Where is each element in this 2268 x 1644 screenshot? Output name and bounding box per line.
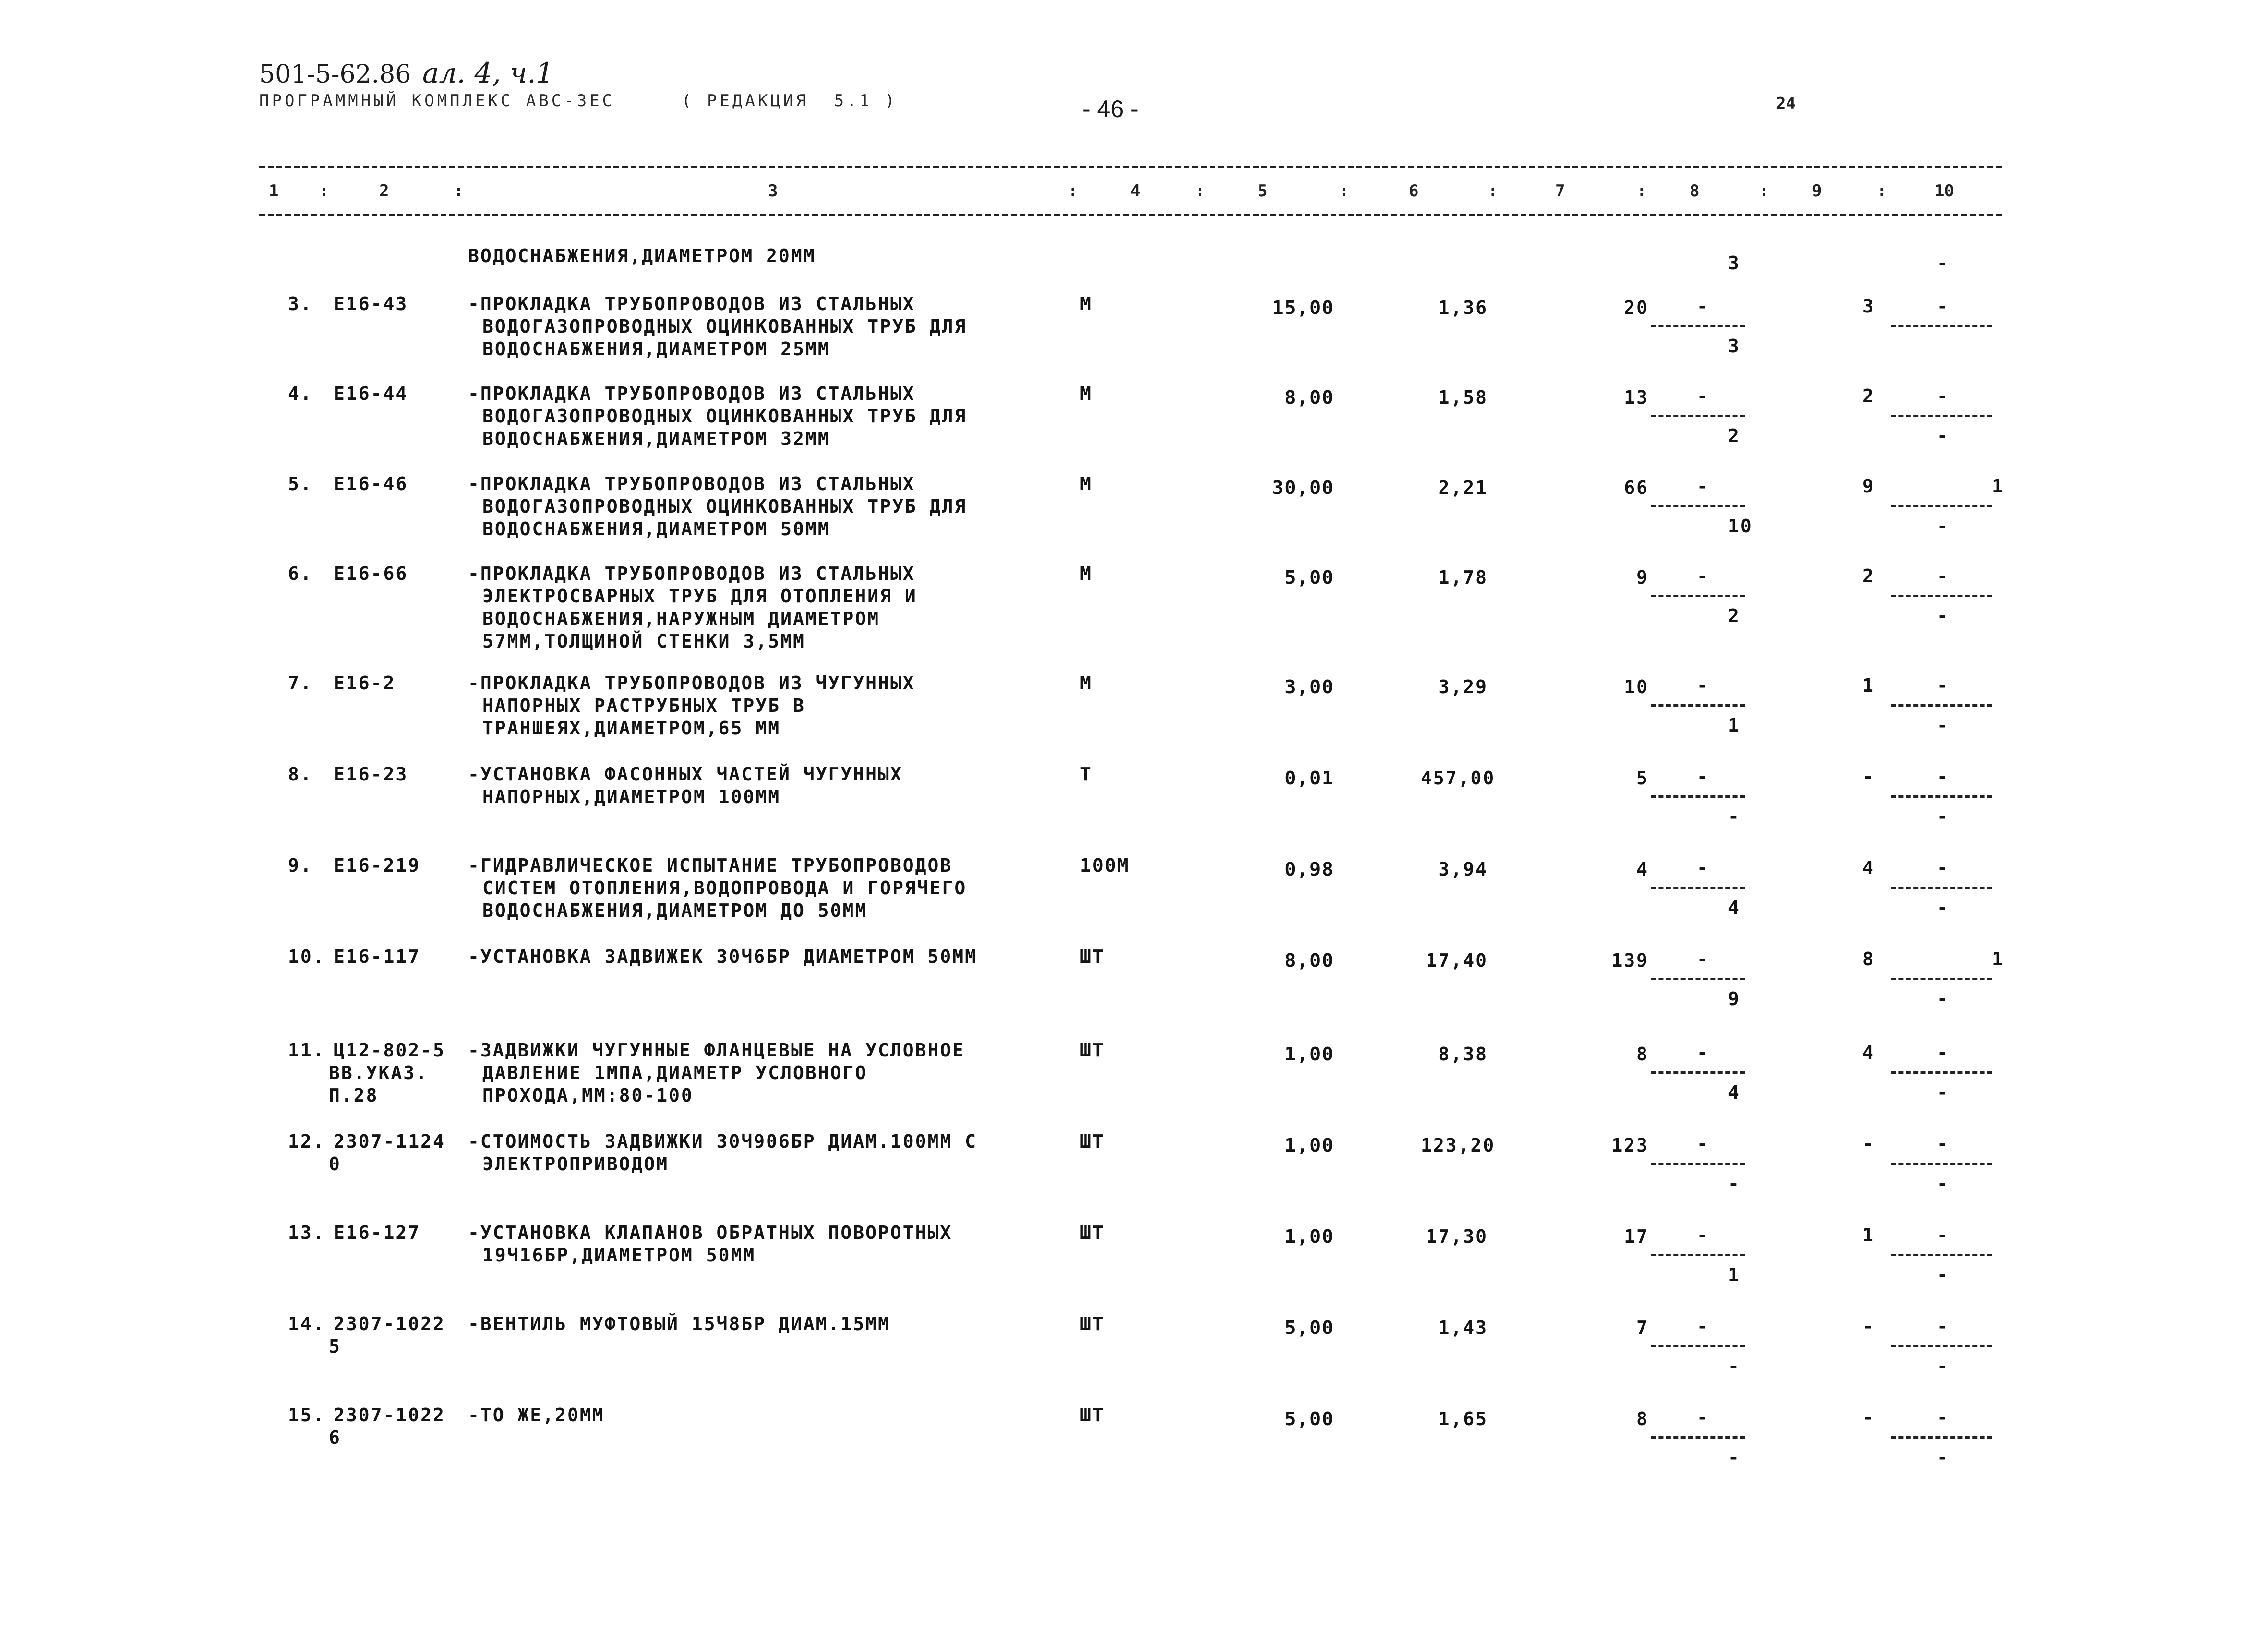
col8-bottom: - — [1728, 1173, 1740, 1194]
total-cost: 13 — [1624, 387, 1649, 408]
work-description: 57ММ,ТОЛЩИНОЙ СТЕНКИ 3,5ММ — [482, 631, 805, 652]
work-description: -ПРОКЛАДКА ТРУБОПРОВОДОВ ИЗ СТАЛЬНЫХ — [468, 563, 915, 584]
col10-top: - — [1937, 1133, 1949, 1154]
col8-fraction-bar — [1651, 595, 1745, 597]
col9-value: 1 — [1862, 675, 1875, 696]
col8-top: - — [1697, 857, 1709, 878]
unit: М — [1080, 672, 1092, 694]
col10-bottom: - — [1937, 425, 1949, 446]
row-number: 13. — [288, 1222, 325, 1243]
unit-price: 2,21 — [1438, 477, 1488, 498]
work-description: -УСТАНОВКА КЛАПАНОВ ОБРАТНЫХ ПОВОРОТНЫХ — [468, 1222, 953, 1243]
column-header-2: 2 — [379, 181, 389, 201]
work-description: ВОДОСНАБЖЕНИЯ,ДИАМЕТРОМ 32ММ — [482, 428, 830, 449]
col10-top: - — [1937, 1224, 1949, 1246]
work-description: ВОДОСНАБЖЕНИЯ,ДИАМЕТРОМ ДО 50ММ — [482, 900, 868, 921]
col10-bottom: - — [1937, 605, 1949, 626]
col10-bottom: - — [1937, 715, 1949, 736]
col10-top: - — [1937, 296, 1949, 317]
work-description: ВОДОГАЗОПРОВОДНЫХ ОЦИНКОВАННЫХ ТРУБ ДЛЯ — [482, 496, 967, 517]
rate-code: 2307-1022 — [334, 1313, 445, 1334]
col10-fraction-bar — [1891, 978, 1992, 980]
unit-price: 3,94 — [1438, 859, 1488, 880]
total-cost: 10 — [1624, 676, 1649, 697]
row-number: 12. — [288, 1131, 325, 1152]
col10-top: - — [1937, 1042, 1949, 1063]
col9-value: 2 — [1862, 565, 1875, 587]
col10-bottom: - — [1937, 897, 1949, 918]
col10-fraction-bar — [1891, 325, 1992, 327]
total-cost: 9 — [1636, 567, 1649, 588]
work-description: -ПРОКЛАДКА ТРУБОПРОВОДОВ ИЗ СТАЛЬНЫХ — [468, 293, 915, 314]
col8-bottom: 1 — [1728, 715, 1740, 736]
col8-fraction-bar — [1651, 415, 1745, 417]
row-number: 4. — [288, 383, 313, 404]
rate-code: Е16-23 — [334, 764, 408, 785]
unit-price: 8,38 — [1438, 1044, 1488, 1065]
rate-code: 2307-1022 — [334, 1404, 445, 1426]
unit-price: 1,58 — [1438, 387, 1488, 408]
continuation-col8: 3 — [1728, 252, 1740, 274]
rate-code: Е16-43 — [334, 293, 408, 314]
col10-fraction-bar — [1891, 795, 1992, 798]
col10-top: - — [1937, 675, 1949, 696]
quantity: 30,00 — [1272, 477, 1334, 498]
rate-code: Е16-44 — [334, 383, 408, 404]
col8-fraction-bar — [1651, 887, 1745, 889]
unit: ШТ — [1080, 946, 1105, 967]
col8-bottom: - — [1728, 1356, 1740, 1377]
work-description: ЭЛЕКТРОПРИВОДОМ — [482, 1153, 669, 1175]
quantity: 0,01 — [1284, 768, 1334, 789]
work-description: ВОДОГАЗОПРОВОДНЫХ ОЦИНКОВАННЫХ ТРУБ ДЛЯ — [482, 406, 967, 427]
col8-top: - — [1697, 1224, 1709, 1246]
column-separator: : — [1637, 181, 1647, 201]
col8-top: - — [1697, 1042, 1709, 1063]
column-header-9: 9 — [1812, 181, 1822, 201]
row-number: 8. — [288, 764, 313, 785]
col8-bottom: - — [1728, 806, 1740, 827]
col8-top: - — [1697, 948, 1709, 970]
col8-fraction-bar — [1651, 1254, 1745, 1256]
column-header-6: 6 — [1409, 181, 1419, 201]
col8-bottom: - — [1728, 1447, 1740, 1468]
unit-price: 17,30 — [1426, 1226, 1488, 1247]
total-cost: 4 — [1636, 859, 1649, 880]
column-separator: : — [1195, 181, 1205, 201]
work-description: ДАВЛЕНИЕ 1МПА,ДИАМЕТР УСЛОВНОГО — [482, 1062, 868, 1083]
total-cost: 5 — [1636, 768, 1649, 789]
col10-top: - — [1937, 857, 1949, 878]
work-description: -ГИДРАВЛИЧЕСКОЕ ИСПЫТАНИЕ ТРУБОПРОВОДОВ — [468, 855, 953, 876]
quantity: 5,00 — [1284, 567, 1334, 588]
continuation-col10: - — [1937, 252, 1949, 274]
table-top-rule — [259, 166, 2002, 168]
row-number: 5. — [288, 473, 313, 494]
column-separator: : — [1068, 181, 1078, 201]
col10-top: - — [1937, 1316, 1949, 1337]
col8-fraction-bar — [1651, 325, 1745, 327]
column-header-1: 1 — [269, 181, 279, 201]
col8-top: - — [1697, 1316, 1709, 1337]
rate-code: 5 — [329, 1336, 341, 1357]
work-description: -ПРОКЛАДКА ТРУБОПРОВОДОВ ИЗ СТАЛЬНЫХ — [468, 473, 915, 494]
unit-price: 1,36 — [1438, 297, 1488, 318]
quantity: 1,00 — [1284, 1135, 1334, 1156]
col9-value: - — [1862, 766, 1875, 787]
row-number: 9. — [288, 855, 313, 876]
column-separator: : — [319, 181, 329, 201]
row-number: 11. — [288, 1040, 325, 1061]
unit: М — [1080, 383, 1092, 404]
col9-value: 2 — [1862, 385, 1875, 407]
quantity: 8,00 — [1284, 950, 1334, 971]
column-header-10: 10 — [1934, 181, 1954, 201]
rate-code: Ц12-802-5 — [334, 1040, 445, 1061]
quantity: 5,00 — [1284, 1408, 1334, 1429]
col8-top: - — [1697, 1133, 1709, 1154]
row-number: 3. — [288, 293, 313, 314]
col8-top: - — [1697, 385, 1709, 407]
rate-code: П.28 — [329, 1085, 379, 1106]
unit: ШТ — [1080, 1040, 1105, 1061]
col10-bottom: - — [1937, 1264, 1949, 1285]
col9-value: 8 — [1862, 948, 1875, 970]
unit-price: 1,78 — [1438, 567, 1488, 588]
rate-code: Е16-127 — [334, 1222, 421, 1243]
work-description: -ВЕНТИЛЬ МУФТОВЫЙ 15Ч8БР ДИАМ.15ММ — [468, 1313, 890, 1334]
work-description: -ЗАДВИЖКИ ЧУГУННЫЕ ФЛАНЦЕВЫЕ НА УСЛОВНОЕ — [468, 1040, 965, 1061]
row-number: 7. — [288, 672, 313, 694]
col10-top: - — [1937, 565, 1949, 587]
col8-top: - — [1697, 1407, 1709, 1428]
work-description: 19Ч16БР,ДИАМЕТРОМ 50ММ — [482, 1245, 756, 1266]
total-cost: 139 — [1611, 950, 1649, 971]
rate-code: ВВ.УКАЗ. — [329, 1062, 429, 1083]
unit-price: 3,29 — [1438, 676, 1488, 697]
rate-code: Е16-66 — [334, 563, 408, 584]
work-description: ВОДОСНАБЖЕНИЯ,ДИАМЕТРОМ 50ММ — [482, 518, 830, 540]
col8-fraction-bar — [1651, 1071, 1745, 1074]
work-description: НАПОРНЫХ РАСТРУБНЫХ ТРУБ В — [482, 695, 805, 716]
unit: Т — [1080, 764, 1092, 785]
work-description: СИСТЕМ ОТОПЛЕНИЯ,ВОДОПРОВОДА И ГОРЯЧЕГО — [482, 877, 967, 899]
column-header-8: 8 — [1690, 181, 1700, 201]
col8-fraction-bar — [1651, 505, 1745, 507]
col8-top: - — [1697, 476, 1709, 497]
continuation-desc: ВОДОСНАБЖЕНИЯ,ДИАМЕТРОМ 20ММ — [468, 245, 816, 266]
col10-fraction-bar — [1891, 704, 1992, 707]
col10-bottom: - — [1937, 988, 1949, 1009]
col9-value: - — [1862, 1133, 1875, 1154]
page-number: - 46 - — [1082, 96, 1139, 122]
work-description: -ТО ЖЕ,20ММ — [468, 1404, 605, 1426]
unit-price: 1,43 — [1438, 1317, 1488, 1338]
total-cost: 123 — [1611, 1135, 1649, 1156]
quantity: 0,98 — [1284, 859, 1334, 880]
col8-bottom: 4 — [1728, 897, 1740, 918]
col8-fraction-bar — [1651, 978, 1745, 980]
unit-price: 123,20 — [1421, 1135, 1496, 1156]
work-description: ПРОХОДА,ММ:80-100 — [482, 1085, 694, 1106]
unit: ШТ — [1080, 1222, 1105, 1243]
col8-fraction-bar — [1651, 1436, 1745, 1439]
row-number: 14. — [288, 1313, 325, 1334]
quantity: 1,00 — [1284, 1226, 1334, 1247]
unit: ШТ — [1080, 1131, 1105, 1152]
col10-top: 1 — [1992, 948, 2004, 970]
total-cost: 17 — [1624, 1226, 1649, 1247]
col8-fraction-bar — [1651, 704, 1745, 707]
total-cost: 8 — [1636, 1408, 1649, 1429]
work-description: -СТОИМОСТЬ ЗАДВИЖКИ 30Ч906БР ДИАМ.100ММ С — [468, 1131, 977, 1152]
work-description: -ПРОКЛАДКА ТРУБОПРОВОДОВ ИЗ СТАЛЬНЫХ — [468, 383, 915, 404]
col8-bottom: 1 — [1728, 1264, 1740, 1285]
col8-bottom: 4 — [1728, 1082, 1740, 1103]
unit-price: 1,65 — [1438, 1408, 1488, 1429]
col10-bottom: - — [1937, 806, 1949, 827]
col8-top: - — [1697, 565, 1709, 587]
col9-value: 9 — [1862, 476, 1875, 497]
work-description: ЭЛЕКТРОСВАРНЫХ ТРУБ ДЛЯ ОТОПЛЕНИЯ И — [482, 586, 917, 607]
work-description: -ПРОКЛАДКА ТРУБОПРОВОДОВ ИЗ ЧУГУННЫХ — [468, 672, 915, 694]
column-separator: : — [1488, 181, 1498, 201]
unit: ШТ — [1080, 1404, 1105, 1426]
col10-fraction-bar — [1891, 415, 1992, 417]
col10-bottom: - — [1937, 1173, 1949, 1194]
col10-fraction-bar — [1891, 1163, 1992, 1165]
column-separator: : — [1877, 181, 1887, 201]
col10-bottom: - — [1937, 1447, 1949, 1468]
work-description: ТРАНШЕЯХ,ДИАМЕТРОМ,65 ММ — [482, 718, 781, 739]
work-description: ВОДОСНАБЖЕНИЯ,НАРУЖНЫМ ДИАМЕТРОМ — [482, 608, 880, 629]
unit: 100М — [1080, 855, 1130, 876]
col8-bottom: 2 — [1728, 605, 1740, 626]
column-separator: : — [1759, 181, 1769, 201]
rate-code: Е16-46 — [334, 473, 408, 494]
col8-bottom: 3 — [1728, 336, 1740, 357]
col8-bottom: 9 — [1728, 988, 1740, 1009]
col8-fraction-bar — [1651, 795, 1745, 798]
work-description: НАПОРНЫХ,ДИАМЕТРОМ 100ММ — [482, 786, 781, 807]
col9-value: 3 — [1862, 296, 1875, 317]
col8-bottom: 10 — [1728, 516, 1753, 537]
total-cost: 66 — [1624, 477, 1649, 498]
col9-value: 1 — [1862, 1224, 1875, 1246]
unit-price: 457,00 — [1421, 768, 1496, 789]
unit: М — [1080, 293, 1092, 314]
column-header-7: 7 — [1555, 181, 1565, 201]
col10-fraction-bar — [1891, 1254, 1992, 1256]
unit-price: 17,40 — [1426, 950, 1488, 971]
col10-fraction-bar — [1891, 505, 1992, 507]
sheet-number: 24 — [1776, 94, 1796, 113]
column-header-5: 5 — [1258, 181, 1268, 201]
work-description: ВОДОГАЗОПРОВОДНЫХ ОЦИНКОВАННЫХ ТРУБ ДЛЯ — [482, 316, 967, 337]
col10-bottom: - — [1937, 1082, 1949, 1103]
col10-fraction-bar — [1891, 1436, 1992, 1439]
col10-top: 1 — [1992, 476, 2004, 497]
col10-fraction-bar — [1891, 887, 1992, 889]
work-description: -УСТАНОВКА ЗАДВИЖЕК 30Ч6БР ДИАМЕТРОМ 50ММ — [468, 946, 977, 967]
total-cost: 8 — [1636, 1044, 1649, 1065]
rate-code: Е16-117 — [334, 946, 421, 967]
work-description: -УСТАНОВКА ФАСОННЫХ ЧАСТЕЙ ЧУГУННЫХ — [468, 764, 903, 785]
col8-bottom: 2 — [1728, 425, 1740, 446]
col8-top: - — [1697, 296, 1709, 317]
col9-value: 4 — [1862, 1042, 1875, 1063]
total-cost: 7 — [1636, 1317, 1649, 1338]
table-header-rule — [259, 214, 2002, 216]
quantity: 8,00 — [1284, 387, 1334, 408]
col10-fraction-bar — [1891, 1345, 1992, 1347]
document-code: 501-5-62.86 — [259, 60, 411, 89]
quantity: 3,00 — [1284, 676, 1334, 697]
col10-top: - — [1937, 385, 1949, 407]
col10-bottom: - — [1937, 516, 1949, 537]
program-name: ПРОГРАММНЫЙ КОМПЛЕКС АВС-ЗЕС — [259, 91, 615, 110]
col9-value: - — [1862, 1316, 1875, 1337]
col10-top: - — [1937, 766, 1949, 787]
col8-top: - — [1697, 766, 1709, 787]
col9-value: 4 — [1862, 857, 1875, 878]
row-number: 10. — [288, 946, 325, 967]
col10-bottom: - — [1937, 1356, 1949, 1377]
rate-code: Е16-219 — [334, 855, 421, 876]
row-number: 15. — [288, 1404, 325, 1426]
unit: М — [1080, 563, 1092, 584]
col10-fraction-bar — [1891, 1071, 1992, 1074]
edition-label: ( РЕДАКЦИЯ 5.1 ) — [682, 91, 898, 110]
unit: М — [1080, 473, 1092, 494]
album-annotation: ал. 4, ч.1 — [422, 57, 554, 89]
quantity: 15,00 — [1272, 297, 1334, 318]
column-separator: : — [454, 181, 464, 201]
unit: ШТ — [1080, 1313, 1105, 1334]
row-number: 6. — [288, 563, 313, 584]
col8-fraction-bar — [1651, 1163, 1745, 1165]
rate-code: 6 — [329, 1427, 341, 1448]
column-header-4: 4 — [1130, 181, 1140, 201]
rate-code: 0 — [329, 1153, 341, 1175]
rate-code: Е16-2 — [334, 672, 396, 694]
col10-top: - — [1937, 1407, 1949, 1428]
column-header-3: 3 — [768, 181, 778, 201]
total-cost: 20 — [1624, 297, 1649, 318]
quantity: 1,00 — [1284, 1044, 1334, 1065]
quantity: 5,00 — [1284, 1317, 1334, 1338]
column-separator: : — [1339, 181, 1349, 201]
work-description: ВОДОСНАБЖЕНИЯ,ДИАМЕТРОМ 25ММ — [482, 338, 830, 360]
col8-top: - — [1697, 675, 1709, 696]
col9-value: - — [1862, 1407, 1875, 1428]
col8-fraction-bar — [1651, 1345, 1745, 1347]
rate-code: 2307-1124 — [334, 1131, 445, 1152]
col10-fraction-bar — [1891, 595, 1992, 597]
